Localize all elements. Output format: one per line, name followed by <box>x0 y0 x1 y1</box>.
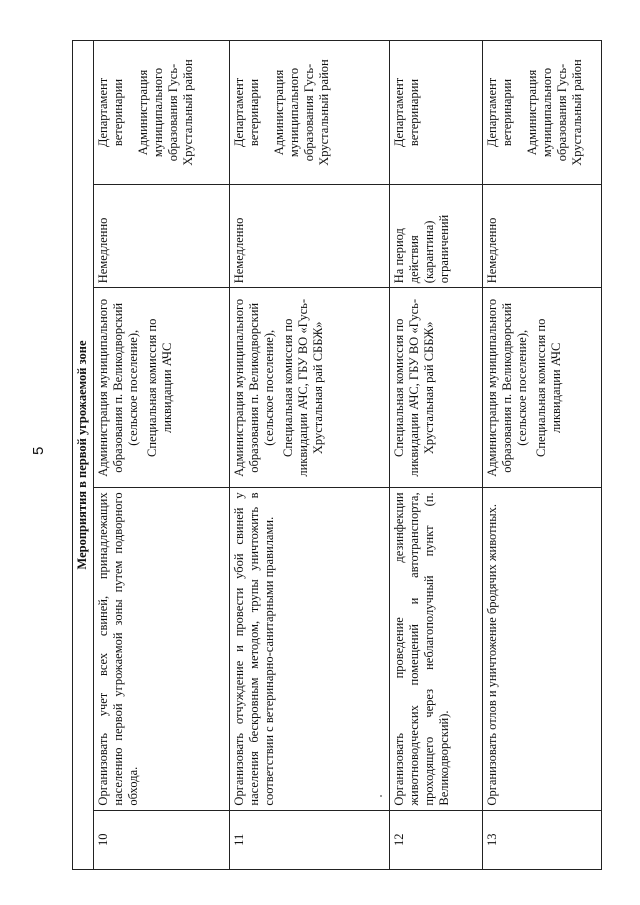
oversight-entry: Департамент ветеринарии <box>232 77 262 148</box>
responsible-cell <box>94 288 230 488</box>
row-number: 10 <box>94 810 230 869</box>
responsible-cell <box>389 288 482 488</box>
row-number: 13 <box>483 810 602 869</box>
term-cell: Немедленно <box>230 185 389 288</box>
row-number: 12 <box>389 810 482 869</box>
action-cell: Организовать отлов и уничтожение бродячих животных. <box>483 488 602 810</box>
measures-table <box>72 40 602 870</box>
oversight-entry: Администрация муниципального образования Гусь-Хрустальный район <box>525 59 584 166</box>
oversight-cell <box>94 41 230 185</box>
oversight-cell <box>483 41 602 185</box>
action-cell: Организовать учет всех свиней, принадлежащих населению первой угрожаемой зоны путем подворного обхода. <box>94 488 230 810</box>
scan-speck <box>380 795 382 797</box>
responsible-cell <box>483 288 602 488</box>
action-cell: Организовать проведение дезинфекции животноводческих помещений и автотранспорта, проходящего через неблагополучный пункт (п. Великодворский). <box>389 488 482 810</box>
oversight-entry: Администрация муниципального образования Гусь-Хрустальный район <box>136 59 196 166</box>
term-cell: На период действия (карантина) ограничений <box>389 185 482 288</box>
responsible-entry: Администрация муниципального образования п. Великодворский (сельское поселение), <box>232 298 277 477</box>
action-cell: Организовать отчуждение и провести убой свиней у населения бескровным методом, трупы уничтожить в соответствии с ветеринарно-санитарными правилами. <box>230 488 389 810</box>
oversight-cell <box>389 41 482 185</box>
responsible-cell <box>230 288 389 488</box>
table-row <box>389 41 482 870</box>
table-row <box>230 41 389 870</box>
responsible-entry: Администрация муниципального образования п. Великодворский (сельское поселение), <box>485 298 529 477</box>
oversight-entry: Администрация муниципального образования Гусь-Хрустальный район <box>272 59 332 166</box>
oversight-entry: Департамент ветеринарии <box>391 77 421 148</box>
oversight-entry: Департамент ветеринарии <box>485 77 514 148</box>
responsible-entry: Специальная комиссия по ликвидации АЧС <box>145 318 175 457</box>
term-cell: Немедленно <box>483 185 602 288</box>
term-cell: Немедленно <box>94 185 230 288</box>
responsible-entry: Специальная комиссия по ликвидации АЧС, ГБУ ВО «Гусь-Хрустальная рай СББЖ» <box>281 299 326 477</box>
responsible-entry: Администрация муниципального образования п. Великодворский (сельское поселение), <box>96 298 141 477</box>
oversight-cell <box>230 41 389 185</box>
table-row <box>94 41 230 870</box>
responsible-entry: Специальная комиссия по ликвидации АЧС, ГБУ ВО «Гусь-Хрустальная рай СББЖ» <box>391 299 436 477</box>
section-title: Мероприятия в первой угрожаемой зоне <box>73 41 94 870</box>
page-number: 5 <box>30 446 47 455</box>
oversight-entry: Департамент ветеринарии <box>96 77 126 148</box>
row-number: 11 <box>230 810 389 869</box>
table-row <box>483 41 602 870</box>
responsible-entry: Специальная комиссия по ликвидации АЧС <box>534 318 563 457</box>
rotated-table-wrapper <box>72 40 602 870</box>
